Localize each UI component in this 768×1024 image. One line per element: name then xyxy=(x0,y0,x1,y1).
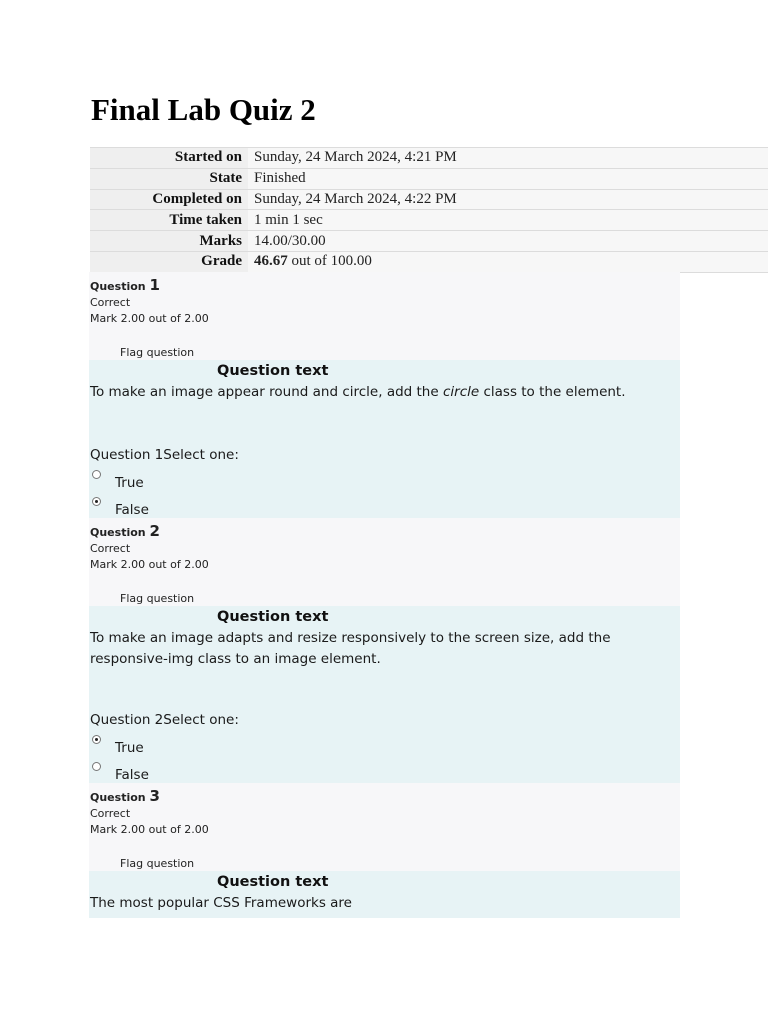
question-prompt xyxy=(90,382,675,403)
question-number xyxy=(90,276,160,294)
question-text-heading: Question text xyxy=(217,874,329,890)
select-one-label: Question 1Select one: xyxy=(90,447,239,463)
question-mark: Mark 2.00 out of 2.00 xyxy=(90,312,209,325)
prompt-emphasis: circle xyxy=(442,384,480,400)
question-number-value: 3 xyxy=(149,787,160,805)
flag-question-link[interactable]: Flag question xyxy=(120,592,195,605)
summary-value: 14.00/30.00 xyxy=(248,231,768,252)
summary-row-completed xyxy=(90,189,768,210)
answer-label: False xyxy=(115,502,149,518)
radio-button[interactable] xyxy=(92,497,101,506)
question-number xyxy=(90,522,160,540)
summary-row-started xyxy=(90,148,768,169)
summary-value: Sunday, 24 March 2024, 4:22 PM xyxy=(248,189,768,210)
question-prompt: To make an image adapts and resize responsively to the screen size, add the responsive-img class to an image element. xyxy=(90,630,611,667)
page-title: Final Lab Quiz 2 xyxy=(91,92,316,127)
flag-question-link[interactable]: Flag question xyxy=(120,346,195,359)
question-prefix: Question xyxy=(90,526,150,539)
select-one-label: Question 2Select one: xyxy=(90,712,239,728)
answer-option[interactable] xyxy=(90,470,290,492)
question-state: Correct xyxy=(90,807,131,820)
summary-label: Completed on xyxy=(90,189,248,210)
answer-option[interactable] xyxy=(90,735,290,757)
summary-value: 1 min 1 sec xyxy=(248,210,768,231)
flag-question-link[interactable]: Flag question xyxy=(120,857,195,870)
question-number-value: 1 xyxy=(149,276,160,294)
summary-label: Started on xyxy=(90,148,248,169)
question-prompt: The most popular CSS Frameworks are xyxy=(90,895,352,911)
grade-value: 46.67 xyxy=(254,253,288,270)
question-info-1 xyxy=(89,272,680,360)
question-number-value: 2 xyxy=(149,522,160,540)
question-prefix: Question xyxy=(90,280,150,293)
question-text-heading: Question text xyxy=(217,363,329,379)
question-mark: Mark 2.00 out of 2.00 xyxy=(90,558,209,571)
summary-label: State xyxy=(90,168,248,189)
radio-button[interactable] xyxy=(92,762,101,771)
prompt-text: class to the element. xyxy=(479,384,626,400)
attempt-summary-table xyxy=(90,147,768,273)
answer-option[interactable] xyxy=(90,497,290,519)
summary-row-marks xyxy=(90,231,768,252)
question-text-heading: Question text xyxy=(217,609,329,625)
summary-label: Marks xyxy=(90,231,248,252)
summary-label: Time taken xyxy=(90,210,248,231)
question-state: Correct xyxy=(90,542,131,555)
answer-label: False xyxy=(115,767,149,783)
question-state: Correct xyxy=(90,296,131,309)
prompt-text: To make an image appear round and circle, add the xyxy=(90,384,443,400)
summary-row-time-taken xyxy=(90,210,768,231)
answer-label: True xyxy=(115,740,144,756)
grade-suffix: out of 100.00 xyxy=(287,253,372,270)
radio-button[interactable] xyxy=(92,470,101,479)
question-number xyxy=(90,787,160,805)
summary-row-grade xyxy=(90,251,768,272)
question-content-2 xyxy=(89,606,680,783)
answer-option[interactable] xyxy=(90,762,290,784)
answer-label: True xyxy=(115,475,144,491)
question-content-1 xyxy=(89,360,680,518)
radio-button[interactable] xyxy=(92,735,101,744)
question-prefix: Question xyxy=(90,791,150,804)
question-info-3 xyxy=(89,783,680,871)
summary-value xyxy=(248,251,768,272)
question-info-2 xyxy=(89,518,680,606)
summary-row-state xyxy=(90,168,768,189)
question-content-3 xyxy=(89,871,680,918)
summary-value: Finished xyxy=(248,168,768,189)
summary-label: Grade xyxy=(90,251,248,272)
summary-value: Sunday, 24 March 2024, 4:21 PM xyxy=(248,148,768,169)
question-mark: Mark 2.00 out of 2.00 xyxy=(90,823,209,836)
